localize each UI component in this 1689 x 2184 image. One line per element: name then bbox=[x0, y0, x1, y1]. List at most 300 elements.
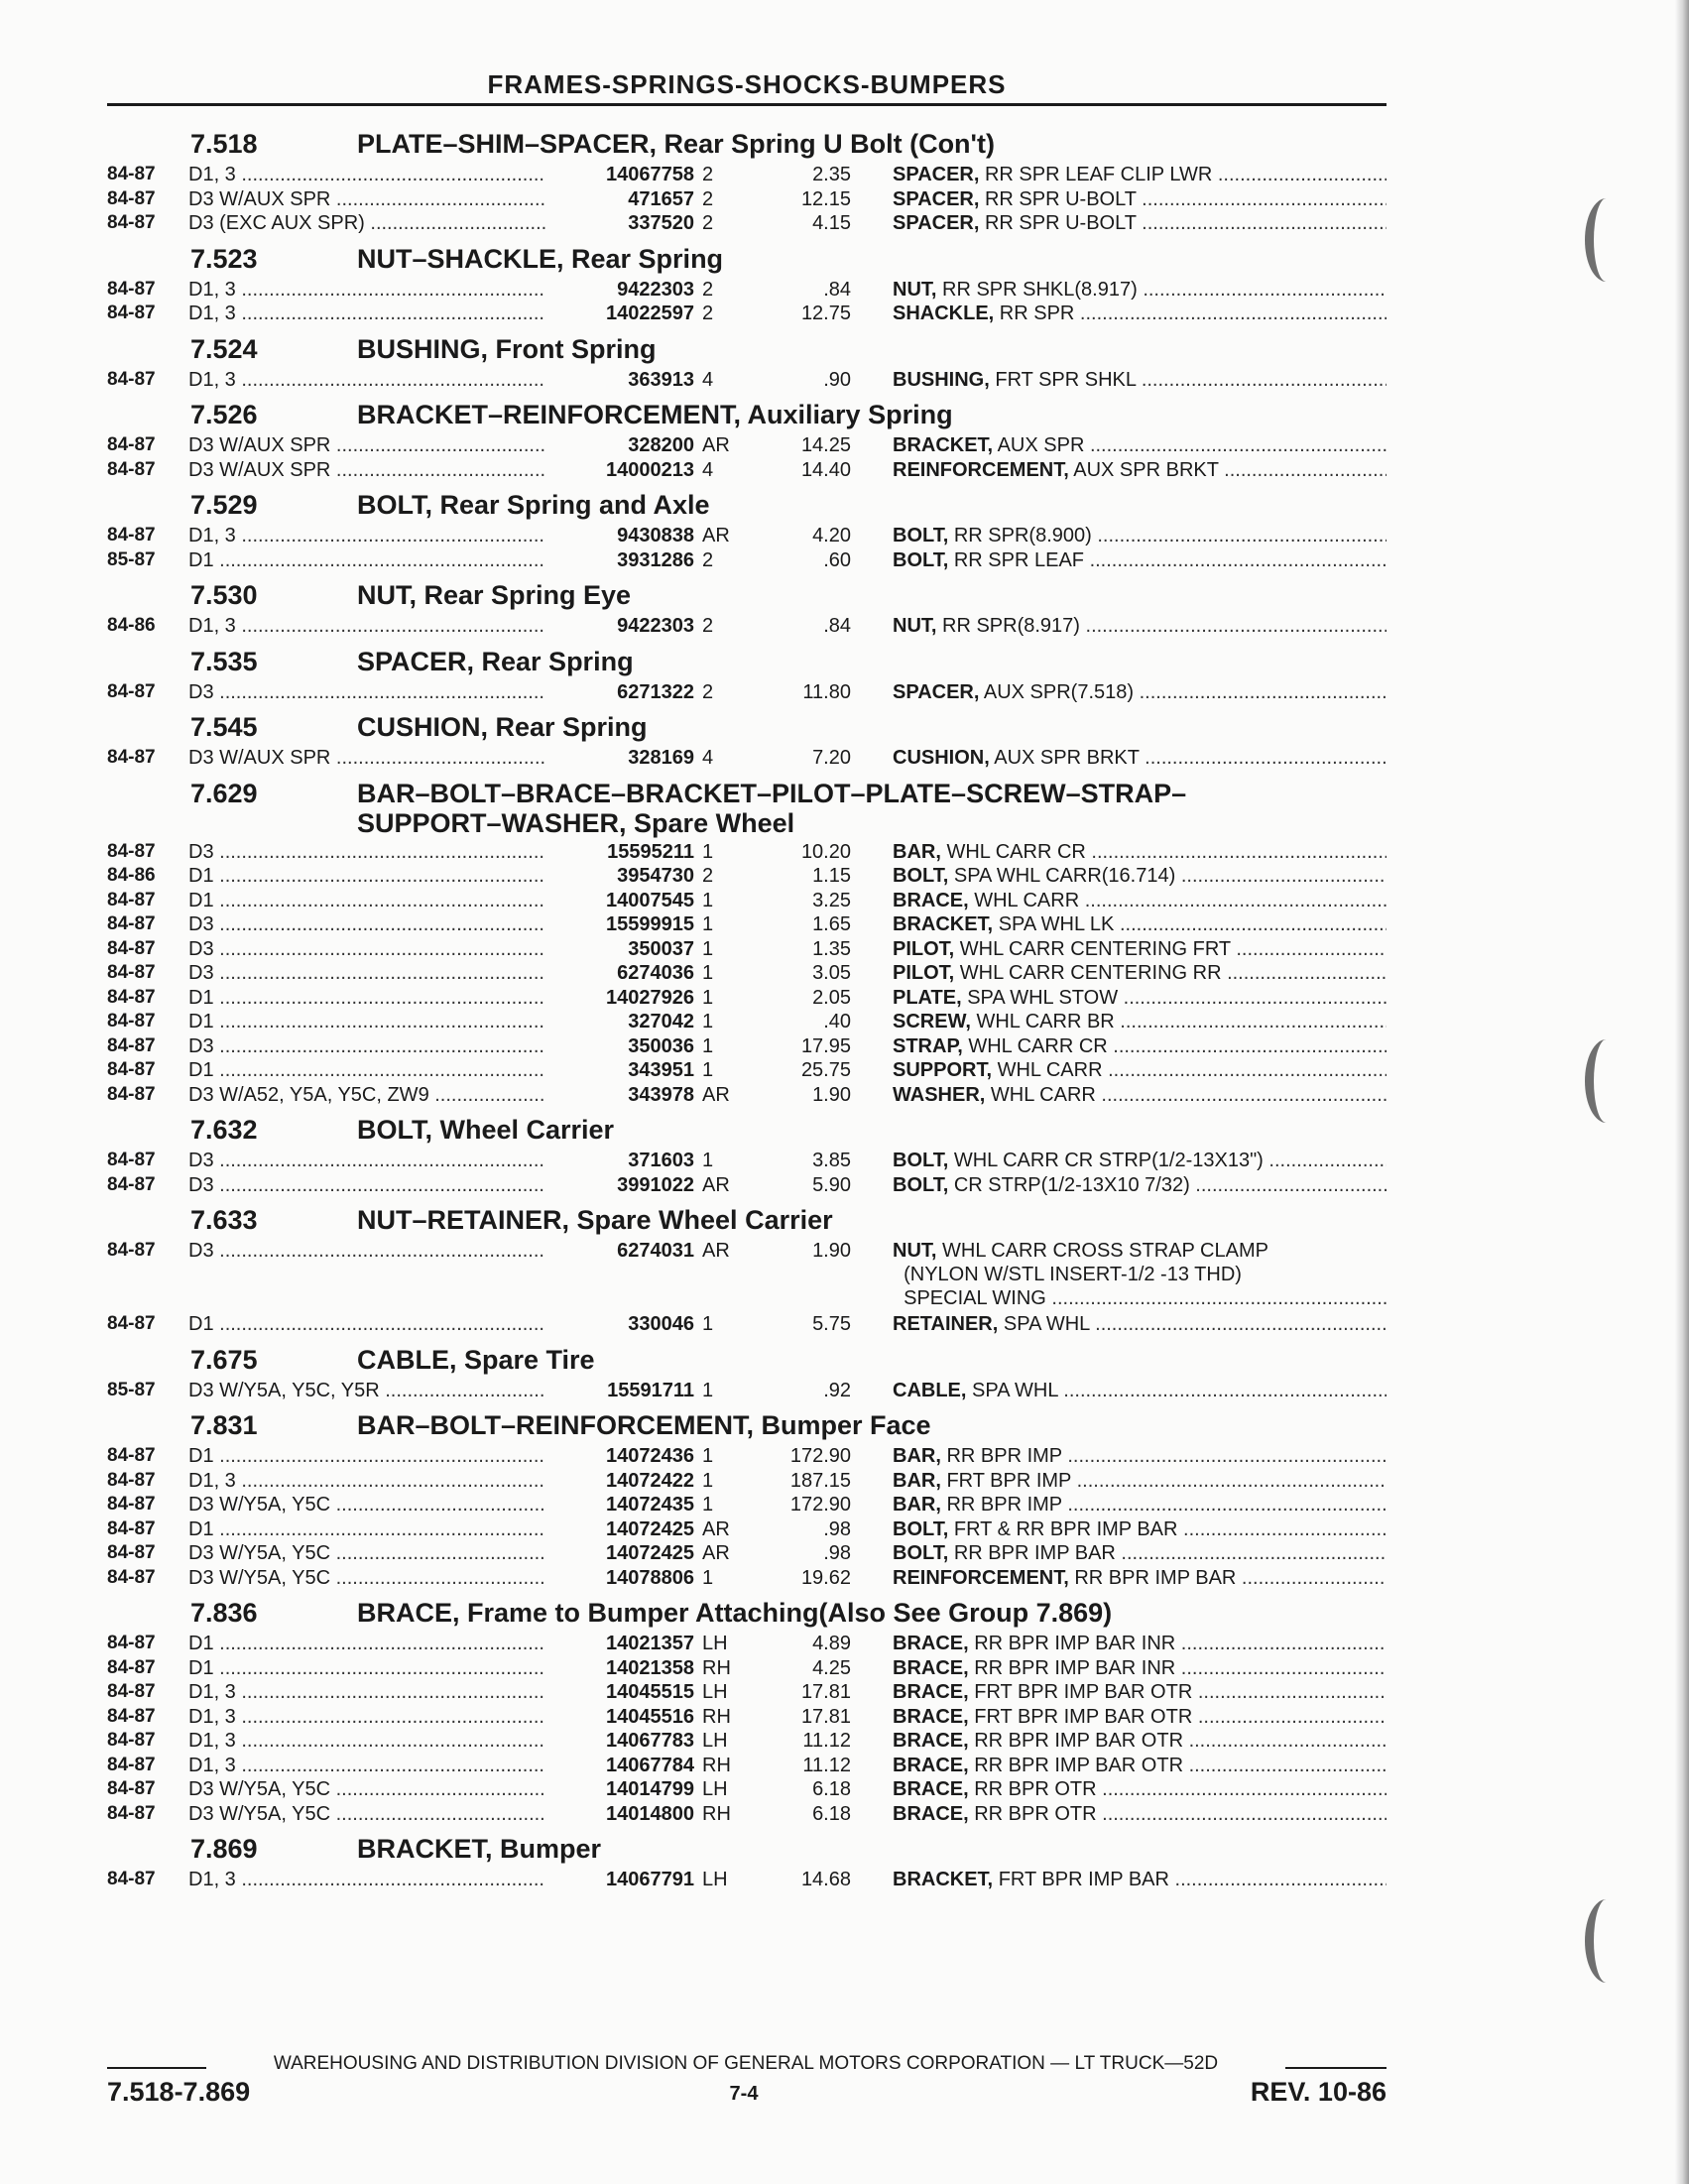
part-name: BRACE, bbox=[893, 889, 969, 911]
model-years: 84-87 bbox=[107, 303, 156, 323]
model-applicability: D3 W/Y5A, Y5C ..... bbox=[188, 1566, 545, 1590]
description-line bbox=[893, 1802, 1387, 1826]
part-name: BRACKET, bbox=[893, 1869, 994, 1890]
part-number: 6271322 bbox=[617, 680, 694, 703]
part-name: REINFORCEMENT, bbox=[893, 458, 1069, 481]
quantity: 1 bbox=[702, 1011, 714, 1032]
part-name: PLATE, bbox=[893, 986, 962, 1009]
quantity: RH bbox=[702, 1802, 731, 1825]
description-text: RR BPR IMP BAR INR bbox=[974, 1656, 1176, 1679]
part-name: NUT, bbox=[893, 1240, 937, 1262]
group-number: 7.524 bbox=[190, 333, 258, 364]
description-line bbox=[893, 1444, 1387, 1468]
model-applicability: D3 W/AUX SPR ..... bbox=[188, 433, 545, 457]
description-text: FRT BPR IMP BAR bbox=[998, 1869, 1169, 1890]
model-years: 84-87 bbox=[107, 1730, 156, 1751]
group-header bbox=[107, 1596, 1387, 1632]
description-text: SPA WHL STOW bbox=[967, 986, 1119, 1009]
price: 14.40 bbox=[800, 458, 851, 481]
description-line bbox=[893, 746, 1387, 770]
part-description bbox=[893, 368, 1387, 392]
description-text: RR BPR IMP bbox=[946, 1494, 1062, 1516]
model-applicability: D1, 3 ..... bbox=[188, 278, 545, 302]
price: 4.15 bbox=[812, 212, 851, 234]
description-text: CR STRP(1/2-13X10 7/32) bbox=[953, 1173, 1190, 1196]
group-title bbox=[357, 490, 710, 520]
description-line bbox=[893, 1263, 1387, 1286]
table-row bbox=[107, 1868, 1387, 1892]
part-name: NUT, bbox=[893, 615, 937, 637]
part-number: 14072435 bbox=[606, 1494, 694, 1516]
price: 12.15 bbox=[800, 187, 851, 210]
table-row bbox=[107, 1729, 1387, 1754]
part-number: 3991022 bbox=[617, 1173, 694, 1196]
model-applicability: D3 W/AUX SPR ..... bbox=[188, 458, 545, 482]
table-row bbox=[107, 912, 1387, 937]
part-name: BRACKET, bbox=[893, 434, 994, 456]
description-line bbox=[893, 889, 1387, 912]
model-years: 84-87 bbox=[107, 212, 156, 233]
description-text: WHL CARR bbox=[997, 1059, 1103, 1081]
part-description bbox=[893, 680, 1387, 704]
quantity: RH bbox=[702, 1705, 731, 1728]
model-years: 84-87 bbox=[107, 1469, 156, 1491]
model-years: 84-87 bbox=[107, 986, 156, 1008]
part-number: 3954730 bbox=[617, 865, 694, 887]
model-years: 84-87 bbox=[107, 458, 156, 480]
description-text: SPA WHL bbox=[972, 1379, 1058, 1401]
part-number: 343978 bbox=[628, 1083, 694, 1106]
part-description bbox=[893, 1802, 1387, 1826]
description-line bbox=[893, 986, 1387, 1010]
description-text: WHL CARR CENTERING FRT bbox=[959, 937, 1231, 960]
part-number: 328169 bbox=[628, 747, 694, 769]
model-years: 84-87 bbox=[107, 1633, 156, 1653]
quantity: 1 bbox=[702, 1313, 714, 1335]
table-row bbox=[107, 1083, 1387, 1108]
model-years: 84-87 bbox=[107, 1754, 156, 1775]
table-row bbox=[107, 1705, 1387, 1730]
description-line bbox=[893, 1149, 1387, 1172]
part-name: PILOT, bbox=[893, 937, 955, 960]
part-description bbox=[893, 1868, 1387, 1891]
part-description bbox=[893, 1058, 1387, 1082]
description-line bbox=[893, 1058, 1387, 1082]
price: 4.89 bbox=[812, 1633, 851, 1654]
model-applicability: D3 W/Y5A, Y5C ..... bbox=[188, 1541, 545, 1565]
part-description bbox=[893, 1632, 1387, 1655]
description-text: RR SPR(8.900) bbox=[953, 525, 1092, 546]
description-text: SPA WHL bbox=[1003, 1313, 1090, 1335]
price: 1.65 bbox=[812, 913, 851, 935]
table-row bbox=[107, 1566, 1387, 1591]
description-line bbox=[893, 1566, 1387, 1590]
price: 1.35 bbox=[812, 937, 851, 960]
model-years: 84-87 bbox=[107, 1083, 156, 1105]
part-name: CUSHION, bbox=[893, 747, 990, 769]
group-title bbox=[357, 712, 648, 742]
description-text: WHL CARR bbox=[974, 889, 1080, 911]
model-applicability: D1 ..... bbox=[188, 1444, 545, 1468]
part-description bbox=[893, 278, 1387, 302]
quantity: 1 bbox=[702, 1034, 714, 1057]
model-years: 84-87 bbox=[107, 368, 156, 390]
group-header bbox=[107, 1408, 1387, 1444]
model-applicability: D3 W/Y5A, Y5C ..... bbox=[188, 1802, 545, 1826]
part-description bbox=[893, 1493, 1387, 1517]
model-applicability: D1 ..... bbox=[188, 1632, 545, 1655]
model-years: 84-87 bbox=[107, 747, 156, 768]
price: 6.18 bbox=[812, 1802, 851, 1825]
part-description bbox=[893, 1656, 1387, 1680]
quantity: AR bbox=[702, 1173, 730, 1196]
model-years: 84-87 bbox=[107, 1313, 156, 1334]
table-row bbox=[107, 163, 1387, 187]
description-line bbox=[893, 1777, 1387, 1801]
price: 3.05 bbox=[812, 962, 851, 984]
description-text: RR BPR IMP BAR OTR bbox=[974, 1754, 1184, 1776]
price: 11.12 bbox=[802, 1730, 851, 1752]
price: 2.35 bbox=[812, 164, 851, 185]
table-row bbox=[107, 961, 1387, 986]
part-number: 15595211 bbox=[607, 840, 694, 863]
part-description bbox=[893, 187, 1387, 211]
description-text: SPA WHL LK bbox=[998, 913, 1115, 935]
description-line bbox=[893, 302, 1387, 325]
table-row bbox=[107, 1632, 1387, 1656]
part-number: 14078806 bbox=[606, 1566, 694, 1589]
table-row bbox=[107, 1444, 1387, 1469]
group-title-line: BUSHING, Front Spring bbox=[357, 333, 657, 364]
table-row bbox=[107, 433, 1387, 458]
price: 4.25 bbox=[812, 1656, 851, 1679]
price: 25.75 bbox=[800, 1059, 851, 1081]
group-title-line: BRACE, Frame to Bumper Attaching(Also See Group 7.869) bbox=[357, 1598, 1113, 1628]
model-years: 84-87 bbox=[107, 525, 156, 546]
part-name: BAR, bbox=[893, 1469, 941, 1492]
group-number: 7.529 bbox=[190, 490, 258, 520]
part-name: BRACE, bbox=[893, 1656, 969, 1679]
table-row bbox=[107, 302, 1387, 326]
table-row bbox=[107, 889, 1387, 913]
part-number: 14000213 bbox=[606, 458, 694, 481]
model-years: 84-87 bbox=[107, 913, 156, 934]
model-years: 84-87 bbox=[107, 1869, 156, 1889]
model-applicability: D3 W/AUX SPR ..... bbox=[188, 187, 545, 211]
group-header bbox=[107, 710, 1387, 746]
part-description bbox=[893, 889, 1387, 912]
model-years: 84-87 bbox=[107, 1566, 156, 1588]
description-text: WHL CARR bbox=[990, 1083, 1096, 1106]
group-header bbox=[107, 398, 1387, 433]
part-number: 371603 bbox=[628, 1150, 694, 1171]
part-description bbox=[893, 1010, 1387, 1033]
quantity: 2 bbox=[702, 615, 714, 637]
price: 19.62 bbox=[800, 1566, 851, 1589]
model-years: 84-87 bbox=[107, 1059, 156, 1080]
description-text: AUX SPR(7.518) bbox=[983, 680, 1135, 703]
quantity: AR bbox=[702, 525, 730, 546]
price: 17.81 bbox=[800, 1705, 851, 1728]
group-header bbox=[107, 127, 1387, 163]
quantity: 1 bbox=[702, 1445, 714, 1467]
part-name: NUT, bbox=[893, 278, 937, 301]
group-title bbox=[357, 1598, 1112, 1628]
part-number: 363913 bbox=[628, 368, 694, 391]
group-header bbox=[107, 1203, 1387, 1239]
part-description bbox=[893, 1312, 1387, 1336]
part-name: BRACE, bbox=[893, 1730, 969, 1752]
model-applicability: D1 ..... bbox=[188, 1010, 545, 1033]
model-years: 84-87 bbox=[107, 1802, 156, 1824]
part-number: 14072425 bbox=[606, 1517, 694, 1540]
part-number: 14045516 bbox=[606, 1705, 694, 1728]
group-title-line: NUT, Rear Spring Eye bbox=[357, 580, 632, 610]
quantity: 1 bbox=[702, 889, 714, 911]
part-name: BOLT, bbox=[893, 548, 949, 571]
model-applicability: D3 ..... bbox=[188, 961, 545, 985]
page-number: 7-4 bbox=[729, 2083, 759, 2105]
model-applicability: D1 ..... bbox=[188, 864, 545, 888]
group-header bbox=[107, 777, 1387, 840]
part-name: BOLT, bbox=[893, 1173, 949, 1196]
table-row bbox=[107, 458, 1387, 483]
part-name: SPACER, bbox=[893, 187, 980, 210]
price: 14.68 bbox=[800, 1869, 851, 1890]
model-applicability: D1, 3 ..... bbox=[188, 368, 545, 392]
price: 1.15 bbox=[812, 865, 851, 887]
part-name: SCREW, bbox=[893, 1011, 971, 1032]
description-line bbox=[893, 912, 1387, 936]
model-years: 84-87 bbox=[107, 962, 156, 983]
model-years: 84-87 bbox=[107, 1517, 156, 1539]
group-number: 7.518 bbox=[190, 129, 258, 159]
model-applicability: D3 W/Y5A, Y5C, Y5R ..... bbox=[188, 1379, 545, 1402]
table-row bbox=[107, 986, 1387, 1011]
table-row bbox=[107, 1777, 1387, 1802]
description-line bbox=[893, 1379, 1387, 1402]
description-line bbox=[893, 1083, 1387, 1107]
binder-edge bbox=[1675, 0, 1689, 2184]
description-line bbox=[893, 680, 1387, 704]
part-number: 350036 bbox=[628, 1034, 694, 1057]
quantity: 1 bbox=[702, 1566, 714, 1589]
quantity: 2 bbox=[702, 548, 714, 571]
part-description bbox=[893, 986, 1387, 1010]
description-line bbox=[893, 1173, 1387, 1197]
model-applicability: D3 ..... bbox=[188, 680, 545, 704]
part-number: 14021358 bbox=[606, 1656, 694, 1679]
group-title-line: SPACER, Rear Spring bbox=[357, 646, 634, 676]
group-title-line: NUT–SHACKLE, Rear Spring bbox=[357, 243, 724, 274]
quantity: AR bbox=[702, 434, 730, 456]
part-name: BAR, bbox=[893, 840, 941, 863]
part-description bbox=[893, 746, 1387, 770]
quantity: 4 bbox=[702, 747, 714, 769]
part-description bbox=[893, 1379, 1387, 1402]
quantity: 1 bbox=[702, 840, 714, 863]
price: 7.20 bbox=[812, 747, 851, 769]
group-number: 7.526 bbox=[190, 400, 258, 429]
part-number: 330046 bbox=[628, 1313, 694, 1335]
price: 3.25 bbox=[812, 889, 851, 911]
description-line bbox=[893, 278, 1387, 302]
part-description bbox=[893, 548, 1387, 572]
group-title-line: BAR–BOLT–BRACE–BRACKET–PILOT–PLATE–SCREW–STRAP– bbox=[357, 778, 1187, 808]
price: .84 bbox=[823, 278, 851, 301]
group-title bbox=[357, 334, 656, 364]
part-name: SPACER, bbox=[893, 680, 980, 703]
part-number: 328200 bbox=[628, 434, 694, 456]
quantity: LH bbox=[702, 1778, 728, 1800]
description-text: RR BPR IMP BAR bbox=[953, 1542, 1116, 1564]
quantity: 4 bbox=[702, 368, 714, 391]
group-header bbox=[107, 332, 1387, 368]
model-years: 84-87 bbox=[107, 1034, 156, 1056]
description-text: RR SPR U-BOLT bbox=[984, 187, 1137, 210]
part-name: BRACE, bbox=[893, 1802, 969, 1825]
table-row bbox=[107, 1541, 1387, 1566]
quantity: 1 bbox=[702, 962, 714, 984]
table-row bbox=[107, 937, 1387, 962]
footer-rule bbox=[107, 2067, 206, 2069]
group-title bbox=[357, 400, 953, 429]
model-years: 84-87 bbox=[107, 187, 156, 209]
table-row bbox=[107, 1493, 1387, 1517]
table-row bbox=[107, 1034, 1387, 1059]
group-number: 7.530 bbox=[190, 580, 258, 610]
model-years: 84-87 bbox=[107, 164, 156, 184]
table-row bbox=[107, 1680, 1387, 1705]
part-description bbox=[893, 1034, 1387, 1058]
part-name: SUPPORT, bbox=[893, 1059, 993, 1081]
quantity: 2 bbox=[702, 212, 714, 234]
model-applicability: D1 ..... bbox=[188, 1517, 545, 1541]
quantity: 1 bbox=[702, 937, 714, 960]
part-number: 3931286 bbox=[617, 548, 694, 571]
table-row bbox=[107, 1010, 1387, 1034]
model-applicability: D3 W/Y5A, Y5C ..... bbox=[188, 1493, 545, 1517]
page-title: FRAMES-SPRINGS-SHOCKS-BUMPERS bbox=[487, 69, 1007, 99]
price: 5.90 bbox=[812, 1173, 851, 1196]
model-applicability: D3 W/Y5A, Y5C ..... bbox=[188, 1777, 545, 1801]
model-applicability: D3 W/A52, Y5A, Y5C, ZW9 ..... bbox=[188, 1083, 545, 1107]
model-years: 84-87 bbox=[107, 680, 156, 702]
description-text: RR SPR U-BOLT bbox=[984, 212, 1137, 234]
price: .84 bbox=[823, 615, 851, 637]
description-text: RR BPR IMP BAR bbox=[1074, 1566, 1237, 1589]
price: 17.95 bbox=[800, 1034, 851, 1057]
group-header bbox=[107, 645, 1387, 680]
price: 17.81 bbox=[800, 1681, 851, 1703]
model-years: 84-86 bbox=[107, 615, 156, 636]
group-title bbox=[357, 1345, 595, 1375]
table-row bbox=[107, 1754, 1387, 1778]
part-number: 14027926 bbox=[606, 986, 694, 1009]
part-number: 15591711 bbox=[607, 1379, 694, 1401]
table-row bbox=[107, 1802, 1387, 1827]
description-line bbox=[893, 524, 1387, 547]
part-description bbox=[893, 912, 1387, 936]
price: 1.90 bbox=[812, 1240, 851, 1262]
part-description bbox=[893, 1566, 1387, 1590]
description-text: RR BPR IMP BAR INR bbox=[974, 1633, 1176, 1654]
model-years: 84-87 bbox=[107, 1150, 156, 1170]
table-row bbox=[107, 1379, 1387, 1403]
part-description bbox=[893, 961, 1387, 985]
description-line bbox=[893, 1680, 1387, 1704]
group-title-line: PLATE–SHIM–SPACER, Rear Spring U Bolt (Con't) bbox=[357, 129, 995, 159]
model-applicability: D3 ..... bbox=[188, 1173, 545, 1197]
description-text: RR SPR LEAF CLIP LWR bbox=[984, 164, 1213, 185]
description-text: RR BPR IMP bbox=[946, 1445, 1062, 1467]
table-row bbox=[107, 614, 1387, 639]
description-text: SPA WHL CARR(16.714) bbox=[953, 865, 1176, 887]
quantity: LH bbox=[702, 1681, 728, 1703]
price: 172.90 bbox=[789, 1445, 851, 1467]
description-line bbox=[893, 1656, 1387, 1680]
binder-hole-mark bbox=[1585, 1899, 1628, 1983]
description-text: WHL CARR CR bbox=[968, 1034, 1108, 1057]
group-header bbox=[107, 488, 1387, 524]
part-description bbox=[893, 1469, 1387, 1493]
description-line bbox=[893, 1541, 1387, 1565]
model-years: 84-87 bbox=[107, 1542, 156, 1563]
quantity: AR bbox=[702, 1517, 730, 1540]
part-number: 6274031 bbox=[617, 1240, 694, 1262]
model-applicability: D3 ..... bbox=[188, 937, 545, 961]
description-text: AUX SPR BRKT bbox=[1073, 458, 1219, 481]
group-title bbox=[357, 1205, 833, 1235]
part-number: 327042 bbox=[628, 1011, 694, 1032]
description-text: WHL CARR BR bbox=[976, 1011, 1115, 1032]
price: 11.12 bbox=[802, 1754, 851, 1776]
price: 2.05 bbox=[812, 986, 851, 1009]
part-number: 14067758 bbox=[606, 164, 694, 185]
part-description bbox=[893, 1541, 1387, 1565]
description-text: FRT BPR IMP bbox=[946, 1469, 1072, 1492]
group-title-line: BOLT, Rear Spring and Axle bbox=[357, 490, 710, 520]
header-rule bbox=[107, 103, 1387, 106]
model-applicability: D1 ..... bbox=[188, 548, 545, 572]
part-description bbox=[893, 1705, 1387, 1729]
group-title bbox=[357, 1410, 931, 1440]
description-text: AUX SPR BRKT bbox=[994, 747, 1140, 769]
part-number: 9430838 bbox=[617, 525, 694, 546]
model-applicability: D1, 3 ..... bbox=[188, 1868, 545, 1891]
group-title-line: CUSHION, Rear Spring bbox=[357, 712, 648, 742]
price: .40 bbox=[823, 1011, 851, 1032]
table-row bbox=[107, 864, 1387, 889]
description-text: AUX SPR bbox=[997, 434, 1085, 456]
table-row bbox=[107, 680, 1387, 705]
model-applicability: D1, 3 ..... bbox=[188, 1754, 545, 1777]
table-row bbox=[107, 1173, 1387, 1198]
description-text: FRT BPR IMP BAR OTR bbox=[974, 1705, 1193, 1728]
model-applicability: D3 ..... bbox=[188, 912, 545, 936]
group-title-line: BOLT, Wheel Carrier bbox=[357, 1115, 615, 1145]
table-row bbox=[107, 524, 1387, 548]
footer-group-range: 7.518-7.869 bbox=[107, 2077, 251, 2107]
binder-hole-mark bbox=[1585, 1039, 1628, 1123]
model-years: 84-87 bbox=[107, 434, 156, 455]
description-line bbox=[893, 937, 1387, 961]
price: 6.18 bbox=[812, 1778, 851, 1800]
group-title-line: BRACKET, Bumper bbox=[357, 1834, 602, 1864]
part-name: BAR, bbox=[893, 1494, 941, 1516]
part-name: BOLT, bbox=[893, 525, 949, 546]
description-text: RR SPR bbox=[999, 303, 1075, 324]
